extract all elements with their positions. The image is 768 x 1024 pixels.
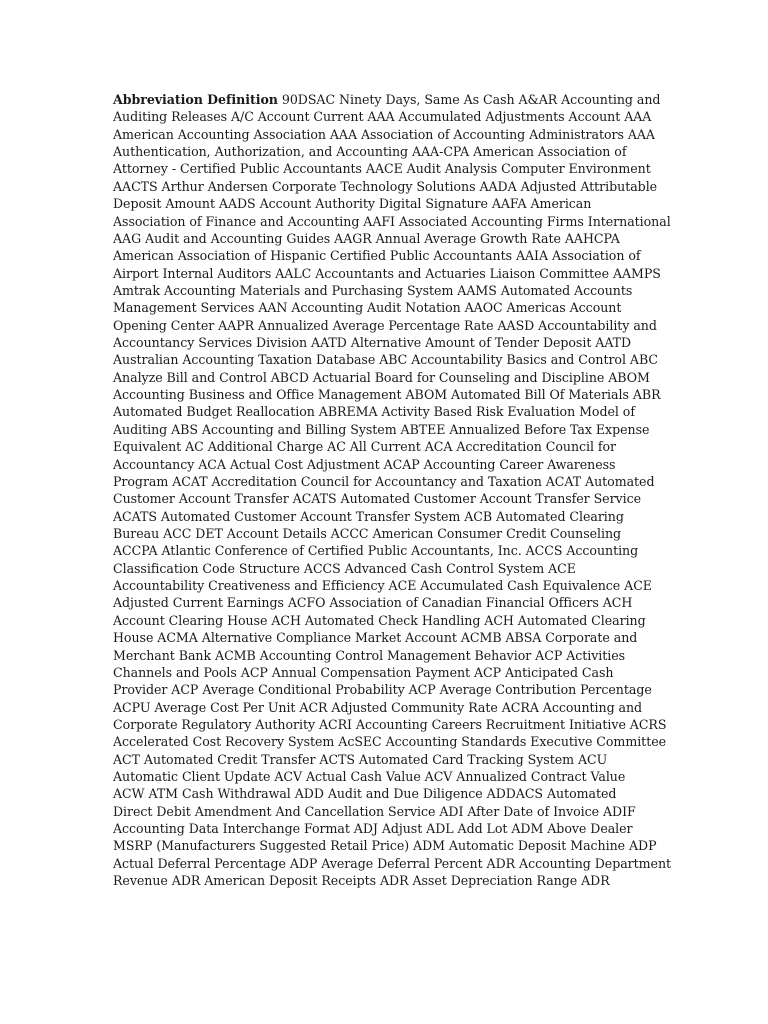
text-line: Corporate Regulatory Authority ACRI Accounting Careers Recruitment Initiative ACRS bbox=[113, 716, 667, 732]
text-line: Opening Center AAPR Annualized Average Percentage Rate AASD Accountability and bbox=[113, 317, 657, 333]
text-line: Actual Deferral Percentage ADP Average Deferral Percent ADR Accounting Department bbox=[113, 855, 672, 871]
text-line: Amtrak Accounting Materials and Purchasing System AAMS Automated Accounts bbox=[113, 282, 633, 298]
text-line: American Association of Hispanic Certified Public Accountants AAIA Association of bbox=[113, 248, 641, 264]
text-line: Direct Debit Amendment And Cancellation Service ADI After Date of Invoice ADIF bbox=[113, 803, 636, 819]
text-line: ACW ATM Cash Withdrawal ADD Audit and Due Diligence ADDACS Automated bbox=[113, 786, 617, 802]
text-line: Bureau ACC DET Account Details ACCC American Consumer Credit Counseling bbox=[113, 525, 622, 541]
text-line: Account Clearing House ACH Automated Check Handling ACH Automated Clearing bbox=[113, 612, 646, 628]
text-line: Channels and Pools ACP Annual Compensation Payment ACP Anticipated Cash bbox=[113, 664, 614, 680]
text-line: AAG Audit and Accounting Guides AAGR Annual Average Growth Rate AAHCPA bbox=[113, 230, 620, 246]
text-line: Australian Accounting Taxation Database ABC Accountability Basics and Control ABC bbox=[113, 352, 658, 368]
text-line: Airport Internal Auditors AALC Accountants and Actuaries Liaison Committee AAMPS bbox=[113, 265, 661, 281]
text-line: ACATS Automated Customer Account Transfer System ACB Automated Clearing bbox=[113, 508, 624, 524]
text-line: Accounting Data Interchange Format ADJ Adjust ADL Add Lot ADM Above Dealer bbox=[113, 821, 633, 837]
text-line: Classification Code Structure ACCS Advanced Cash Control System ACE bbox=[113, 560, 576, 576]
text-line: ACPU Average Cost Per Unit ACR Adjusted Community Rate ACRA Accounting and bbox=[113, 699, 643, 715]
first-line-text: 90DSAC Ninety Days, Same As Cash A&AR Accounting and bbox=[277, 92, 661, 107]
abbreviation-text-block bbox=[113, 91, 672, 890]
text-line: Accountability Creativeness and Efficiency ACE Accumulated Cash Equivalence ACE bbox=[113, 578, 652, 594]
text-line: Accountancy Services Division AATD Alternative Amount of Tender Deposit AATD bbox=[113, 335, 632, 351]
text-line: AACTS Arthur Andersen Corporate Technology Solutions AADA Adjusted Attributable bbox=[113, 178, 658, 194]
text-line-first bbox=[113, 91, 661, 108]
text-line: Attorney - Certified Public Accountants AACE Audit Analysis Computer Environment bbox=[113, 161, 651, 177]
text-line: ACT Automated Credit Transfer ACTS Automated Card Tracking System ACU bbox=[113, 751, 608, 767]
text-line: Analyze Bill and Control ABCD Actuarial Board for Counseling and Discipline ABOM bbox=[113, 369, 650, 385]
document-heading: Abbreviation Definition bbox=[113, 92, 278, 107]
text-line: Accountancy ACA Actual Cost Adjustment ACAP Accounting Career Awareness bbox=[113, 456, 616, 472]
text-line: Management Services AAN Accounting Audit Notation AAOC Americas Account bbox=[113, 300, 622, 316]
text-line: Accelerated Cost Recovery System AcSEC Accounting Standards Executive Committee bbox=[113, 734, 667, 750]
text-lines bbox=[113, 108, 672, 889]
text-line: Accounting Business and Office Management ABOM Automated Bill Of Materials ABR bbox=[113, 387, 661, 403]
text-line: American Accounting Association AAA Association of Accounting Administrators AAA bbox=[113, 126, 655, 142]
text-line: Automatic Client Update ACV Actual Cash Value ACV Annualized Contract Value bbox=[113, 769, 626, 785]
text-line: MSRP (Manufacturers Suggested Retail Price) ADM Automatic Deposit Machine ADP bbox=[113, 838, 657, 854]
text-line: Auditing Releases A/C Account Current AAA Accumulated Adjustments Account AAA bbox=[113, 109, 652, 125]
text-line: ACCPA Atlantic Conference of Certified Public Accountants, Inc. ACCS Accounting bbox=[113, 543, 639, 559]
text-line: Provider ACP Average Conditional Probability ACP Average Contribution Percentage bbox=[113, 682, 652, 698]
text-line: Revenue ADR American Deposit Receipts ADR Asset Depreciation Range ADR bbox=[113, 873, 610, 889]
text-line: House ACMA Alternative Compliance Market Account ACMB ABSA Corporate and bbox=[113, 630, 638, 646]
text-line: Auditing ABS Accounting and Billing System ABTEE Annualized Before Tax Expense bbox=[113, 421, 650, 437]
text-line: Adjusted Current Earnings ACFO Association of Canadian Financial Officers ACH bbox=[113, 595, 633, 611]
text-line: Equivalent AC Additional Charge AC All Current ACA Accreditation Council for bbox=[113, 439, 617, 455]
text-line: Deposit Amount AADS Account Authority Digital Signature AAFA American bbox=[113, 196, 592, 212]
text-line: Merchant Bank ACMB Accounting Control Management Behavior ACP Activities bbox=[113, 647, 626, 663]
text-line: Customer Account Transfer ACATS Automated Customer Account Transfer Service bbox=[113, 491, 642, 507]
text-line: Program ACAT Accreditation Council for Accountancy and Taxation ACAT Automated bbox=[113, 473, 655, 489]
text-line: Automated Budget Reallocation ABREMA Activity Based Risk Evaluation Model of bbox=[113, 404, 635, 420]
text-line: Association of Finance and Accounting AAFI Associated Accounting Firms International bbox=[113, 213, 671, 229]
text-line: Authentication, Authorization, and Accounting AAA-CPA American Association of bbox=[113, 144, 627, 160]
